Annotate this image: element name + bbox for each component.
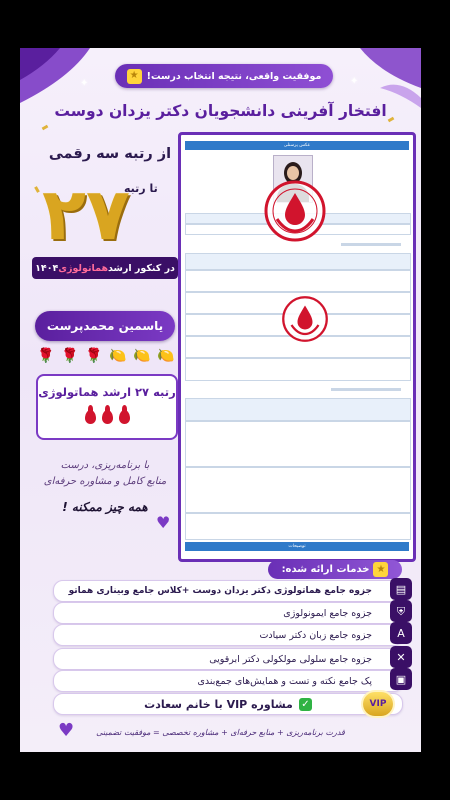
service-item[interactable] [53,648,406,670]
rose-icon: 🌹 [85,348,103,364]
dna-icon: ✕ [390,646,412,668]
star-icon: ★ [373,562,388,577]
blood-drop-icon [85,410,96,424]
heart-icon: ♥ [58,720,75,741]
services-title-text: خدمات ارائه شده: [281,564,370,575]
konkur-year: ۱۴۰۴ [35,262,59,274]
service-label: جزوه جامع هماتولوژی دکتر یزدان دوست +کلاس جامع وبیناری هماتو [68,586,372,596]
rank-card [36,374,178,440]
heart-icon: ♥ [156,513,171,532]
table-header-row [185,398,411,422]
red-stamp-logo [281,295,329,343]
service-label: جزوه جامع ایمونولوژی [283,607,372,619]
table-row [185,357,411,381]
table-row [185,269,411,293]
package-icon: ▣ [390,668,412,690]
services-title [268,560,402,579]
rank-card-text: رتبه ۲۷ ارشد هماتولوژی [38,385,176,399]
report-footer-bar: توضیحات [185,542,409,551]
star-icon: ★ [127,69,142,84]
poster [20,48,421,752]
konkur-prefix: در کنکور ارشد [108,262,175,274]
service-item[interactable] [53,624,403,646]
confetti [42,125,49,131]
table-row [185,466,411,514]
shield-icon: ⛨ [390,600,412,622]
top-pill [115,64,333,88]
rose-icon: 🌹 [61,348,79,364]
lemon-icon: 🍋 [133,348,151,364]
top-pill-text: موفقیت واقعی، نتیجه انتخاب درست! [146,70,322,82]
rank-to-text: تا رتبه [124,182,158,195]
blood-drop-icon [119,410,130,424]
vip-label: مشاوره VIP با خانم سعادت [144,697,293,711]
sparkle-icon: ✦ [350,76,359,87]
service-item[interactable] [53,670,407,692]
service-item[interactable] [53,580,407,602]
text-line [341,243,401,246]
page-headline: افتخار آفرینی دانشجویان دکتر یزدان دوست [54,102,387,120]
service-item[interactable] [53,602,406,624]
emoji-row [34,348,178,364]
sparkle-icon: ✦ [80,78,89,89]
slogan-line-1: با برنامه‌ریزی، درست [60,460,150,471]
vip-consult-item[interactable] [53,693,403,715]
text-line [331,388,401,391]
blood-drop-icon [102,410,113,424]
student-name: یاسمین محمدپرست [35,311,175,341]
rank-from-text: از رتبه سه رقمی [48,146,172,162]
blood-drops [38,410,176,424]
slogan-line-2: منابع کامل و مشاوره حرفه‌ای [43,476,167,487]
lemon-icon: 🍋 [109,348,127,364]
service-label: جزوه جامع سلولی مولکولی دکتر ابرقویی [209,653,372,665]
report-header-bar: عکس پرسنلی [185,141,409,150]
service-label: جزوه جامع زبان دکتر سیادت [259,629,372,641]
lemon-icon: 🍋 [157,348,175,364]
slogan-line-3: همه چیز ممکنه ! [62,500,148,514]
konkur-banner [32,257,178,279]
vip-badge: VIP [363,692,393,716]
service-label: پک جامع نکته و تست و همایش‌های جمع‌بندی [197,675,372,687]
dictionary-icon: A [390,622,412,644]
konkur-highlight: هماتولوژی [58,262,109,274]
result-report-card [178,132,416,562]
check-icon: ✓ [299,698,312,711]
table-row [185,420,411,468]
footer-formula: قدرت برنامه‌ریزی + منابع حرفه‌ای + مشاوره تخصصی = موفقیت تضمینی [96,728,345,737]
table-row [185,512,411,540]
red-stamp-logo [263,179,327,243]
book-icon: ▤ [390,578,412,600]
rose-icon: 🌹 [37,348,55,364]
rank-number: ۲۷ [42,172,130,256]
